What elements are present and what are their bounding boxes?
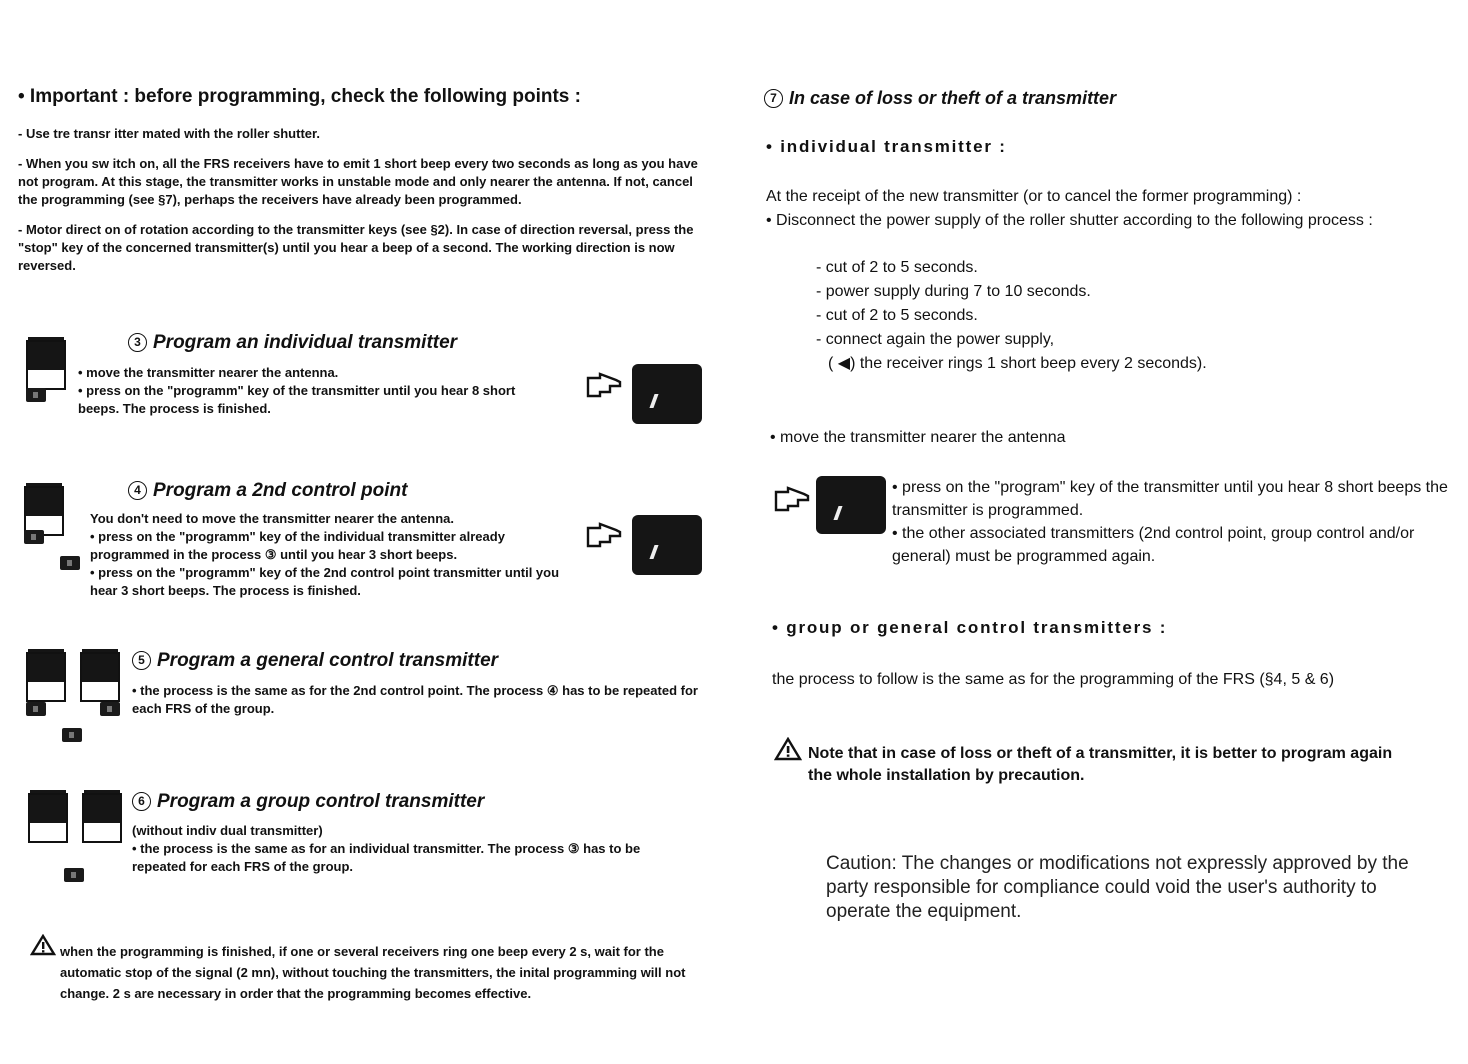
important-point-3: - Motor direct on of rotation according to the transmitter keys (see §2). In case of direction reversal, press the "stop" key of the concerned transmitter(s) until you hear a beep of a second. The working direction is now reversed. xyxy=(18,222,694,273)
section-5-body xyxy=(132,682,712,718)
section-4-title: 4 Program a 2nd control point xyxy=(128,480,407,502)
receiver-icon xyxy=(60,556,80,570)
warning-icon xyxy=(30,934,56,956)
section-5-bullet-1: • the process is the same as for the 2nd control point. The process ④ has to be repeated for each FRS of the group. xyxy=(132,683,698,716)
receiver-icon xyxy=(26,702,46,716)
section-number: 4 xyxy=(128,481,147,500)
power-cycle-steps xyxy=(816,256,1416,376)
transmitter-icon xyxy=(26,340,66,390)
section-4-bullet-2: • press on the "programm" key of the 2nd control point transmitter until you hear 3 short beeps. The process is finished. xyxy=(90,565,560,598)
disconnect-line: • Disconnect the power supply of the roller shutter according to the following process : xyxy=(766,212,1373,229)
section-number: 5 xyxy=(132,651,151,670)
section-6-body xyxy=(132,822,692,876)
transmitter-icon xyxy=(80,652,120,702)
press-bullet-1: • press on the "program" key of the transmitter until you hear 8 short beeps the transmitter is programmed. xyxy=(892,479,1448,519)
pointing-hand-icon xyxy=(774,486,810,514)
transmitter-icon xyxy=(28,793,68,843)
section-4-bullet-1: • press on the "programm" key of the individual transmitter already programmed in the process ③ until you hear 3 short beeps. xyxy=(90,529,505,562)
section-5-title: 5 Program a general control transmitter xyxy=(132,650,498,672)
section-6-title: 6 Program a group control transmitter xyxy=(132,791,484,813)
group-process-text: the process to follow is the same as for the programming of the FRS (§4, 5 & 6) xyxy=(772,671,1335,688)
fcc-caution: Caution: The changes or modifications not expressly approved by the party responsible for compliance could void the user's authority to operate the equipment. xyxy=(826,853,1409,922)
programming-device-icon xyxy=(816,476,886,534)
important-points xyxy=(18,125,708,275)
receipt-instructions xyxy=(766,185,1426,233)
important-point-1: - Use tre transr itter mated with the roller shutter. xyxy=(18,126,320,141)
important-heading: • Important : before programming, check the following points : xyxy=(18,86,581,107)
section-3-bullet-2: • press on the "programm" key of the transmitter until you hear 8 short beeps. The process is finished. xyxy=(78,383,516,416)
step-2: - power supply during 7 to 10 seconds. xyxy=(816,283,1091,300)
press-instructions xyxy=(892,476,1452,568)
transmitter-icon xyxy=(26,652,66,702)
loss-theft-note: Note that in case of loss or theft of a transmitter, it is better to program again the whole installation by precaution. xyxy=(808,745,1393,784)
important-point-2: - When you sw itch on, all the FRS receivers have to emit 1 short beep every two seconds as long as you have not program. At this stage, the transmitter works in unstable mode and only nearer the antenna. If not, cancel the programming (see §7), perhaps the receivers have already been programmed. xyxy=(18,156,698,207)
section-4-body xyxy=(90,510,570,600)
transmitter-icon xyxy=(24,486,64,536)
section-4-intro: You don't need to move the transmitter nearer the antenna. xyxy=(90,511,455,526)
receipt-line: At the receipt of the new transmitter (or to cancel the former programming) : xyxy=(766,188,1302,205)
press-bullet-2: • the other associated transmitters (2nd control point, group control and/or general) must be programmed again. xyxy=(892,525,1415,565)
section-6-intro: (without indiv dual transmitter) xyxy=(132,823,323,838)
pointing-hand-icon xyxy=(586,522,622,550)
programming-finished-warning: when the programming is finished, if one or several receivers ring one beep every 2 s, wait for the automatic stop of the signal (2 mn), without touching the transmitters, the inital programming will not change. 2 s are necessary in order that the programming becomes effective. xyxy=(60,944,686,1001)
section-7-title: 7 In case of loss or theft of a transmitter xyxy=(764,88,1116,109)
section-3-bullet-1: • move the transmitter nearer the antenna. xyxy=(78,365,339,380)
move-transmitter-line: • move the transmitter nearer the antenna xyxy=(770,429,1066,446)
step-1: - cut of 2 to 5 seconds. xyxy=(816,259,978,276)
step-4: - connect again the power supply, xyxy=(816,331,1055,348)
receiver-icon xyxy=(62,728,82,742)
step-3: - cut of 2 to 5 seconds. xyxy=(816,307,978,324)
section-number: 6 xyxy=(132,792,151,811)
section-3-body xyxy=(78,364,558,418)
section-3-title: 3 Program an individual transmitter xyxy=(128,332,457,354)
pointing-hand-icon xyxy=(586,372,622,400)
receiver-icon xyxy=(26,388,46,402)
individual-transmitter-heading: • individual transmitter : xyxy=(766,137,1007,156)
step-5-speaker-note: ( ◀) the receiver rings 1 short beep every 2 seconds). xyxy=(828,355,1207,372)
receiver-icon xyxy=(24,530,44,544)
transmitter-icon xyxy=(82,793,122,843)
section-6-bullet-1: • the process is the same as for an individual transmitter. The process ③ has to be repeated for each FRS of the group. xyxy=(132,841,641,874)
section-number: 7 xyxy=(764,89,783,108)
group-transmitters-heading: • group or general control transmitters : xyxy=(772,618,1168,637)
programming-device-icon xyxy=(632,364,702,424)
warning-icon xyxy=(774,737,802,761)
receiver-icon xyxy=(100,702,120,716)
programming-device-icon xyxy=(632,515,702,575)
section-number: 3 xyxy=(128,333,147,352)
receiver-icon xyxy=(64,868,84,882)
